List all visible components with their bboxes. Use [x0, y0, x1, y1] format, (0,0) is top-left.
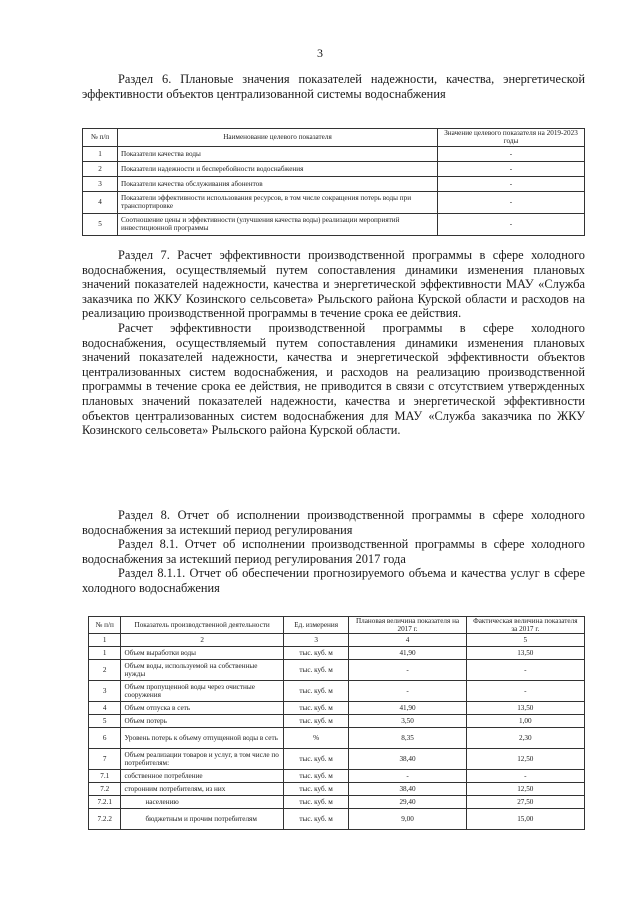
table-row: 5 Объем потерь тыс. куб. м 3,50 1,00 [89, 715, 585, 728]
section-7-paragraph-1: Раздел 7. Расчет эффективности производственной программы в сфере холодного водоснабжения, осуществляемый путем сопоставления динамики изменения плановых значений показателей надежности, качества и энергетической эффективности МАУ «Служба заказчика по ЖКУ Козинского сельсовета» Рыльского района Курской области и расходов на реализацию производственной программы в течение срока ее действия. [82, 248, 585, 321]
table-row: 4 Объем отпуска в сеть тыс. куб. м 41,90 13,50 [89, 702, 585, 715]
table-row: 1 Объем выработки воды тыс. куб. м 41,90 13,50 [89, 647, 585, 660]
table-column-numbers-row: 1 2 3 4 5 [89, 634, 585, 647]
page-number: 3 [317, 46, 323, 60]
table-row: 4 Показатели эффективности использования ресурсов, в том числе сокращения потерь воды при транспортировке - [83, 191, 585, 213]
table-row: 7 Объем реализации товаров и услуг, в том числе по потребителям: тыс. куб. м 38,40 12,50 [89, 749, 585, 770]
section-7-paragraph-2: Расчет эффективности производственной программы в сфере холодного водоснабжения, осуществляемый путем сопоставления динамики изменения плановых значений показателей надежности, качества и энергетической эффективности объектов централизованных систем водоснабжения, и расходов на реализацию производственной программы в течение срока ее действия, не приводится в связи с отсутствием утвержденных плановых значений показателей надежности, качества и энергетической эффективности объектов централизованных систем водоснабжения для МАУ «Служба заказчика по ЖКУ Козинского сельсовета» Рыльского района Курской области. [82, 320, 585, 438]
production-report-table [88, 616, 585, 830]
table-row: 7.1 собственное потребление тыс. куб. м - - [89, 770, 585, 783]
table-row: 7.2.2 бюджетным и прочим потребителям тыс. куб. м 9,00 15,00 [89, 809, 585, 830]
table-row: 3 Объем пропущенной воды через очистные сооружения тыс. куб. м - - [89, 681, 585, 702]
section-7-body [82, 248, 585, 438]
target-indicators-table [82, 128, 585, 236]
table-row: 2 Объем воды, используемой на собственные нужды тыс. куб. м - - [89, 660, 585, 681]
table-row: 7.2 сторонним потребителям, из них тыс. куб. м 38,40 12,50 [89, 783, 585, 796]
table-header-row: № п/п Показатель производственной деятельности Ед. измерения Плановая величина показателя на 2017 г. Фактическая величина показателя за 2017 г. [89, 617, 585, 634]
table-row: 7.2.1 населению тыс. куб. м 29,40 27,50 [89, 796, 585, 809]
section-6-heading: Раздел 6. Плановые значения показателей надежности, качества, энергетической эффективности объектов централизованной системы водоснабжения [82, 72, 585, 101]
table-row: 1 Показатели качества воды - [83, 146, 585, 161]
section-8-heading: Раздел 8. Отчет об исполнении производственной программы в сфере холодного водоснабжения за истекший период регулирования [82, 508, 585, 537]
table-row: 5 Соотношение цены и эффективности (улучшения качества воды) реализации мероприятий инвестиционной программы - [83, 213, 585, 235]
section-8-1-heading: Раздел 8.1. Отчет об исполнении производственной программы в сфере холодного водоснабжения за истекший период регулирования 2017 года [82, 537, 585, 566]
table-row: 3 Показатели качества обслуживания абонентов - [83, 176, 585, 191]
table-header-row: № п/п Наименование целевого показателя Значение целевого показателя на 2019-2023 годы [83, 129, 585, 147]
section-8-body [82, 508, 585, 596]
table-row: 2 Показатели надежности и бесперебойности водоснабжения - [83, 161, 585, 176]
table-row: 6 Уровень потерь к объему отпущенной воды в сеть % 8,35 2,30 [89, 728, 585, 749]
section-8-1-1-heading: Раздел 8.1.1. Отчет об обеспечении прогнозируемого объема и качества услуг в сфере холодного водоснабжения [82, 566, 585, 595]
